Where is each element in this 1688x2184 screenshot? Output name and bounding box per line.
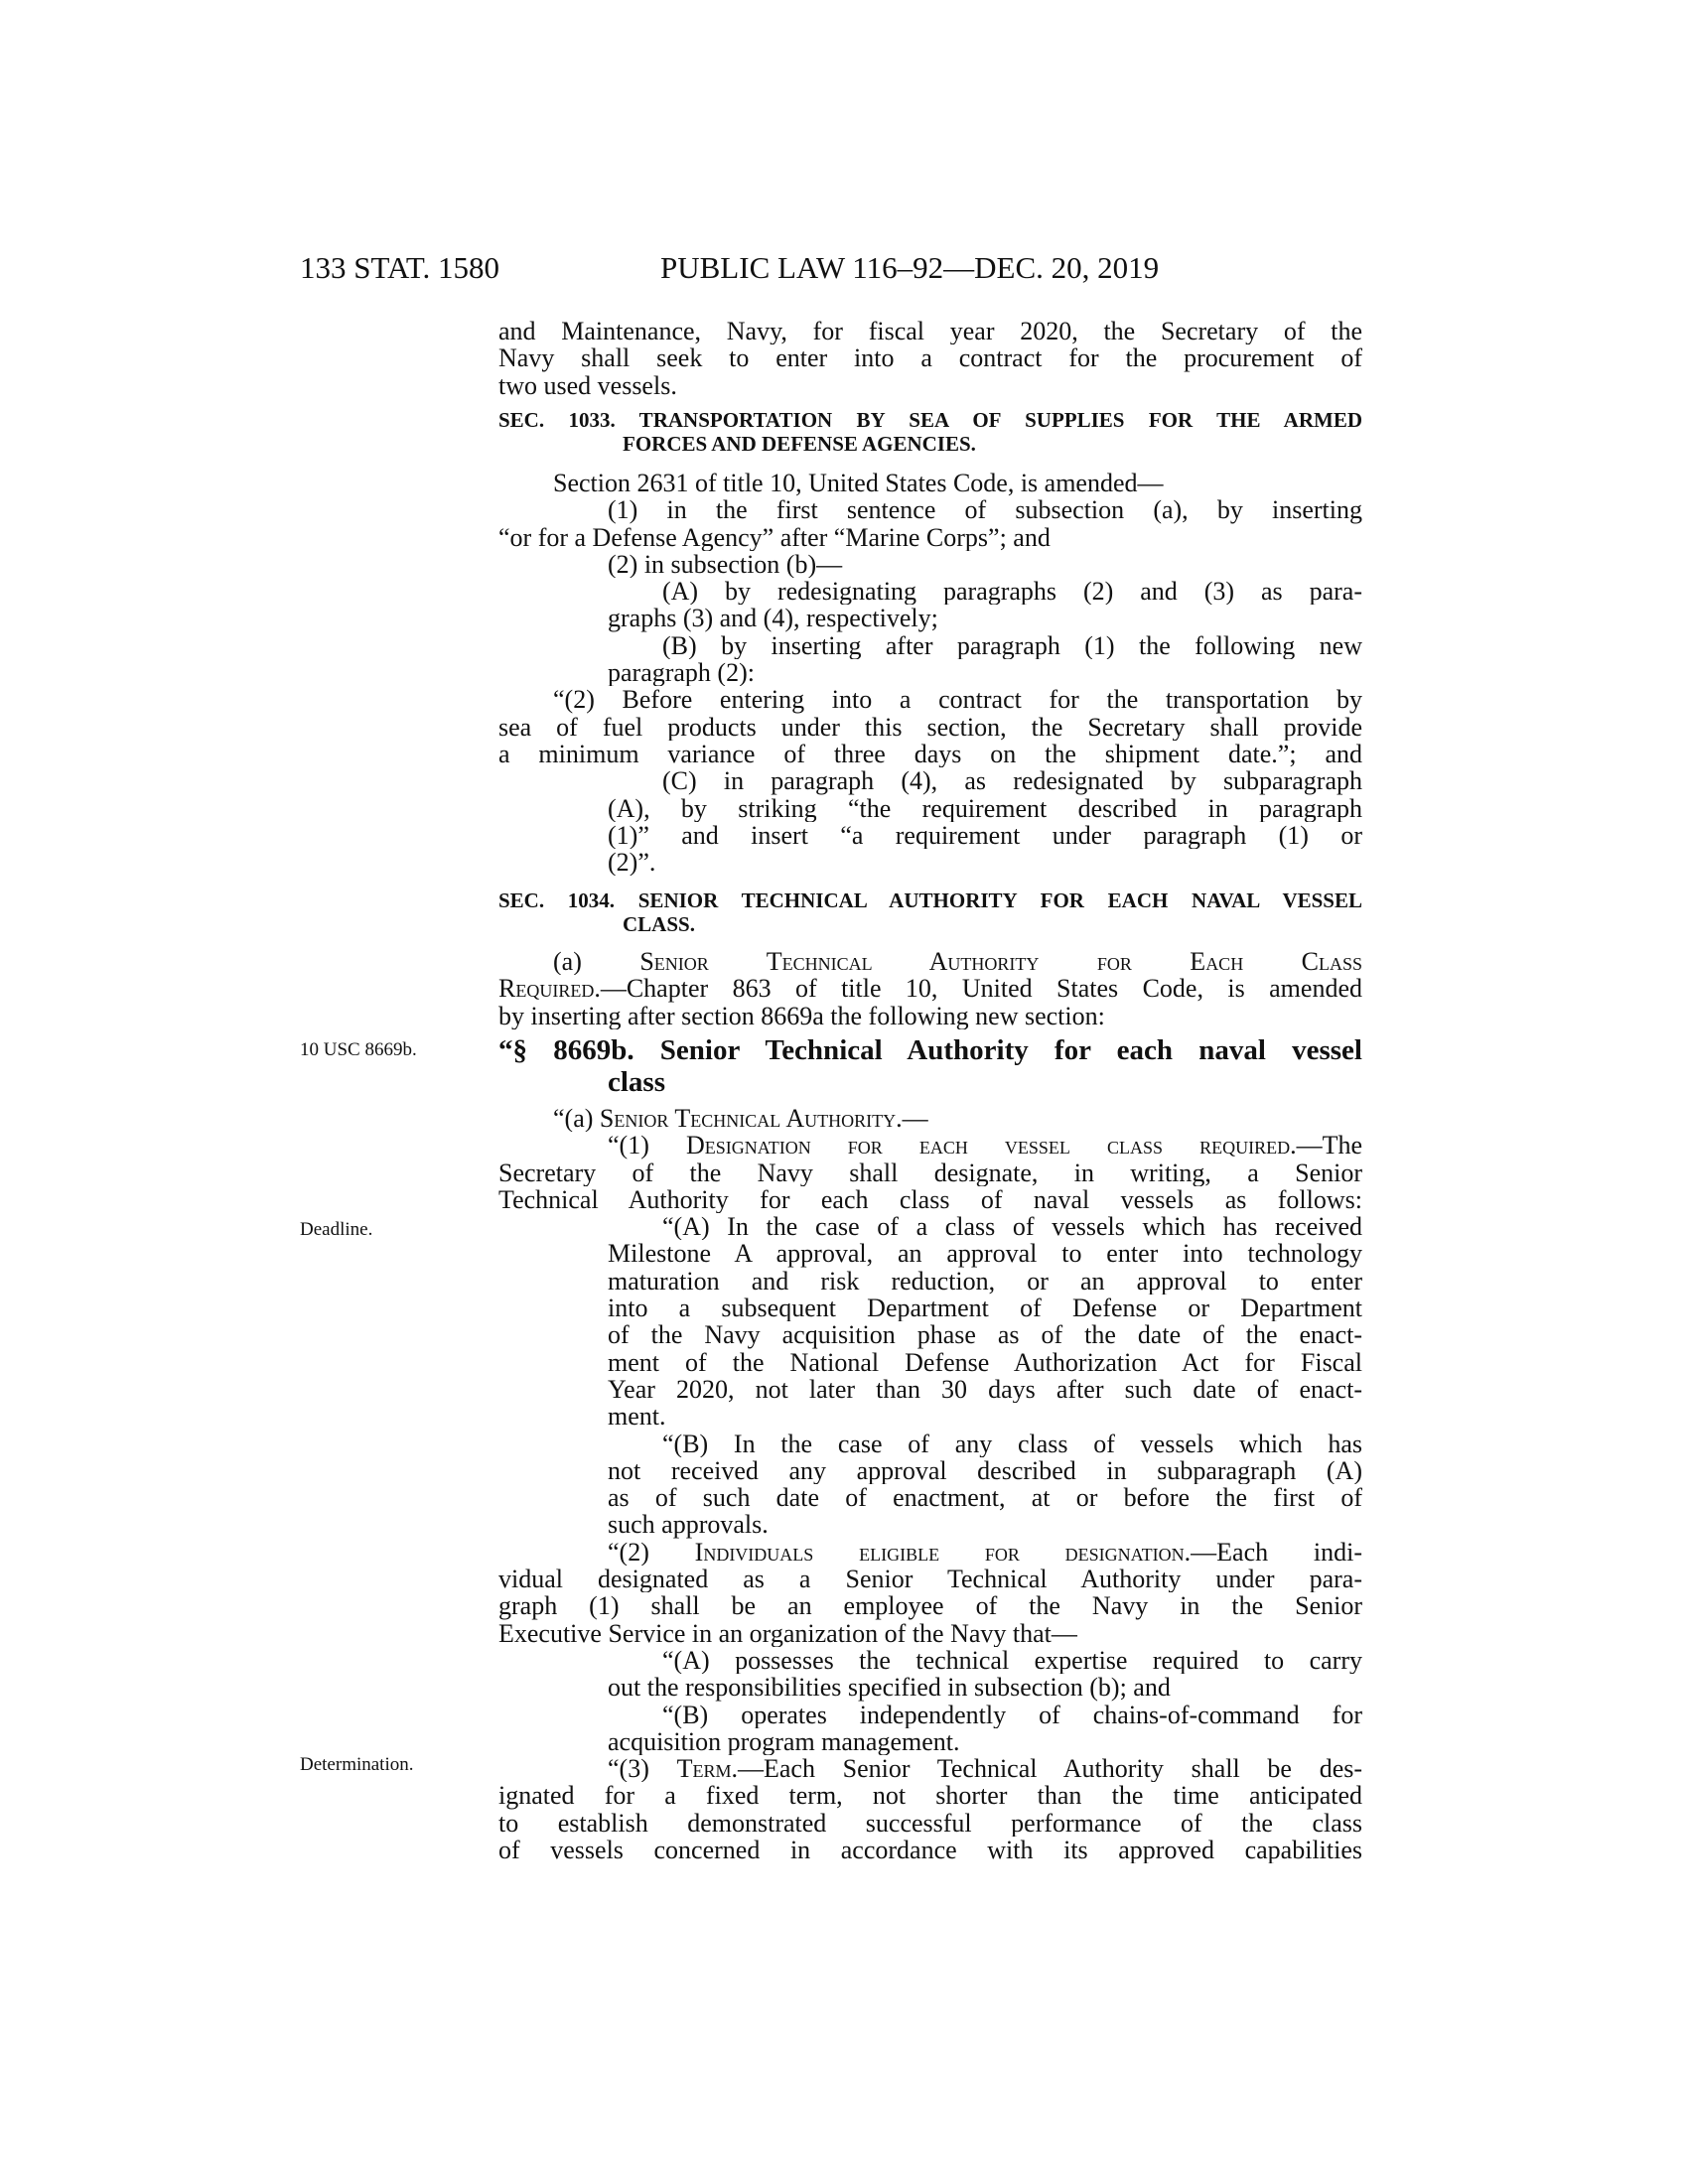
text-line: Executive Service in an organization of the Navy that— (498, 1619, 1077, 1647)
text-line: acquisition program management. (608, 1727, 960, 1756)
text-line: such approvals. (608, 1511, 769, 1539)
text-line: “(A) In the case of a class of vessels which has received (662, 1213, 1362, 1241)
text-line: paragraph (2): (608, 659, 755, 687)
text-line: “(A) possesses the technical expertise required to carry (662, 1646, 1362, 1675)
running-head: PUBLIC LAW 116–92—DEC. 20, 2019 (660, 250, 1160, 285)
para-label: “(a) (553, 1105, 600, 1133)
text-line: “(2) Before entering into a contract for the transportation by (553, 686, 1362, 714)
continuation-paragraph (498, 318, 1362, 399)
subsection-heading: Term (676, 1755, 732, 1783)
heading-line: CLASS. (623, 912, 695, 936)
heading-line: SEC. 1033. TRANSPORTATION BY SEA OF SUPPLIES FOR THE ARMED (498, 408, 1362, 432)
section-1034-intro (498, 948, 1362, 1029)
text-line: out the responsibilities specified in subsection (b); and (608, 1674, 1171, 1702)
text-line: and Maintenance, Navy, for fiscal year 2020, the Secretary of the (498, 318, 1362, 345)
text-line (498, 1755, 1362, 1782)
text-line: sea of fuel products under this section, the Secretary shall provide (498, 713, 1362, 741)
heading-line: FORCES AND DEFENSE AGENCIES. (623, 432, 976, 456)
para-label: “(2) (608, 1538, 695, 1567)
text-line: ment. (608, 1403, 666, 1431)
text-line: (A) by redesignating paragraphs (2) and (3) as para- (662, 578, 1362, 606)
title-line: “§ 8669b. Senior Technical Authority for each naval vessel (498, 1034, 1362, 1066)
text-line: Year 2020, not later than 30 days after such date of enact- (608, 1375, 1362, 1404)
stat-citation: 133 STAT. 1580 (300, 250, 500, 285)
text-line: vidual designated as a Senior Technical Authority under para- (498, 1566, 1362, 1593)
text-line: (2)”. (608, 849, 656, 877)
text-line (498, 948, 1362, 975)
text-line: maturation and risk reduction, or an approval to enter (608, 1267, 1362, 1296)
margin-note-deadline: Deadline. (300, 1219, 373, 1240)
subsection-heading: Individuals eligible for designation (694, 1538, 1185, 1567)
section-1033-heading (498, 408, 1362, 456)
text-line: by inserting after section 8669a the following new section: (498, 1002, 1105, 1029)
text-line: graph (1) shall be an employee of the Navy in the Senior (498, 1592, 1362, 1620)
subsection-heading: Senior Technical Authority (599, 1105, 897, 1133)
heading-line: SEC. 1034. SENIOR TECHNICAL AUTHORITY FOR EACH NAVAL VESSEL (498, 888, 1362, 912)
section-8669b-body (498, 1105, 1362, 1863)
text-line: a minimum variance of three days on the shipment date.”; and (498, 740, 1362, 768)
text-run: .—Chapter 863 of title 10, United States Code, is amended (594, 975, 1362, 1003)
subsection-heading: Senior Technical Authority for Each Class (639, 948, 1362, 976)
text-line (498, 975, 1362, 1002)
text-line: (2) in subsection (b)— (608, 550, 843, 579)
text-line: (1) in the first sentence of subsection (a), by inserting (608, 496, 1362, 524)
text-line: Milestone A approval, an approval to enter into technology (608, 1240, 1362, 1268)
text-line: Technical Authority for each class of naval vessels as follows: (498, 1185, 1362, 1214)
section-8669b-title (498, 1034, 1362, 1098)
para-label: “(3) (608, 1755, 677, 1783)
text-line: (1)” and insert “a requirement under paragraph (1) or (608, 821, 1362, 850)
para-label: “(1) (608, 1132, 686, 1160)
text-line: Navy shall seek to enter into a contract for the procurement of (498, 344, 1362, 372)
subsection-heading: Designation for each vessel class required (685, 1132, 1291, 1160)
text-line: (B) by inserting after paragraph (1) the following new (662, 631, 1362, 660)
para-label: (a) (553, 948, 640, 976)
text-line: ment of the National Defense Authorization Act for Fiscal (608, 1348, 1362, 1376)
section-1034-heading (498, 888, 1362, 936)
text-line: into a subsequent Department of Defense or Department (608, 1295, 1362, 1322)
text-line: as of such date of enactment, at or before the first of (608, 1484, 1362, 1512)
text-run: .— (896, 1105, 928, 1133)
text-line: “or for a Defense Agency” after “Marine Corps”; and (498, 523, 1051, 551)
text-line: Section 2631 of title 10, United States Code, is amended— (553, 470, 1164, 497)
text-line: of the Navy acquisition phase as of the date of the enact- (608, 1321, 1362, 1349)
text-line: “(B) In the case of any class of vessels which has (662, 1430, 1362, 1457)
text-line (498, 1539, 1362, 1566)
text-line: graphs (3) and (4), respectively; (608, 605, 938, 632)
text-run: .—Each indi- (1184, 1538, 1362, 1567)
section-1033-body (498, 470, 1362, 876)
subsection-heading: Required (498, 975, 595, 1003)
text-line: not received any approval described in subparagraph (A) (608, 1456, 1362, 1485)
text-line (498, 1105, 1362, 1132)
text-line: of vessels concerned in accordance with its approved capabilities (498, 1837, 1362, 1864)
text-run: .—Each Senior Technical Authority shall be des- (731, 1755, 1362, 1783)
text-line: (A), by striking “the requirement described in paragraph (608, 794, 1362, 822)
text-line: Secretary of the Navy shall designate, in writing, a Senior (498, 1159, 1362, 1186)
text-line: ignated for a fixed term, not shorter than the time anticipated (498, 1782, 1362, 1810)
text-line (498, 1132, 1362, 1159)
text-line: (C) in paragraph (4), as redesignated by subparagraph (662, 767, 1362, 795)
title-line: class (608, 1066, 665, 1098)
text-run: .—The (1290, 1132, 1362, 1160)
margin-note-usc: 10 USC 8669b. (300, 1039, 417, 1060)
text-line: two used vessels. (498, 371, 677, 399)
margin-note-determination: Determination. (300, 1754, 414, 1775)
text-line: to establish demonstrated successful performance of the class (498, 1809, 1362, 1838)
text-line: “(B) operates independently of chains-of-command for (662, 1701, 1362, 1728)
